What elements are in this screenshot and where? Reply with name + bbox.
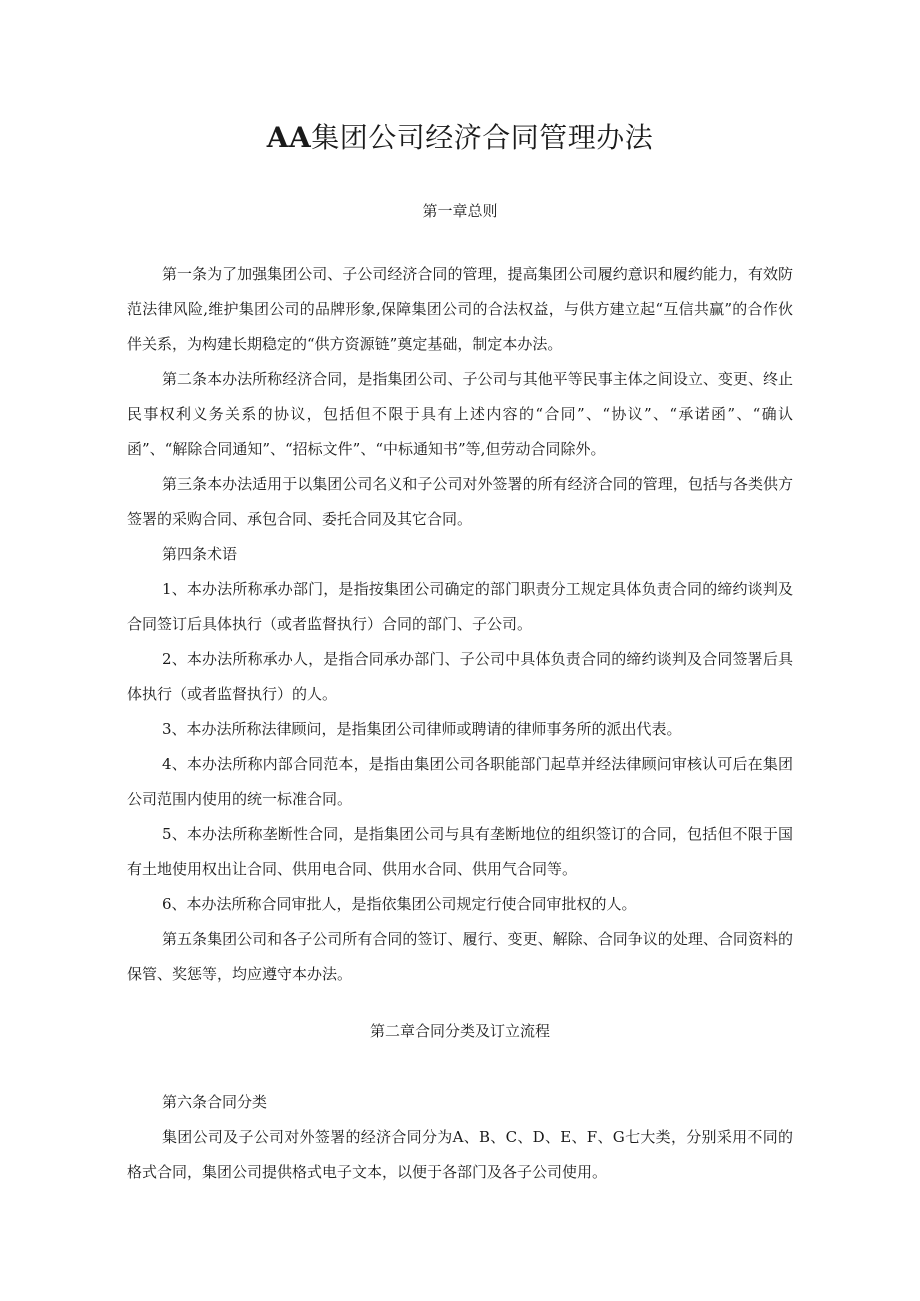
- title-prefix: AA: [266, 121, 312, 154]
- article-6-text: 集团公司及子公司对外签署的经济合同分为A、B、C、D、E、F、G七大类，分别采用不同的格式合同，集团公司提供格式电子文本，以便于各部门及各子公司使用。: [127, 1128, 793, 1181]
- term-2: 2、本办法所称承办人，是指合同承办部门、子公司中具体负责合同的缔约谈判及合同签署后具体执行（或者监督执行）的人。: [127, 650, 793, 703]
- chapter-1-body: [127, 257, 793, 992]
- chapter-2-body: [127, 1085, 793, 1190]
- article-3: 第三条本办法适用于以集团公司名义和子公司对外签署的所有经济合同的管理，包括与各类供方签署的采购合同、承包合同、委托合同及其它合同。: [127, 475, 793, 528]
- article-1: 第一条为了加强集团公司、子公司经济合同的管理，提高集团公司履约意识和履约能力，有效防范法律风险,维护集团公司的品牌形象,保障集团公司的合法权益，与供方建立起“互信共赢”的合作伙伴关系，为构建长期稳定的“供方资源链”奠定基础，制定本办法。: [127, 265, 793, 353]
- article-2: 第二条本办法所称经济合同，是指集团公司、子公司与其他平等民事主体之间设立、变更、终止民事权利义务关系的协议，包括但不限于具有上述内容的“合同”、“协议”、“承诺函”、“确认函”、“解除合同通知”、“招标文件”、“中标通知书”等,但劳动合同除外。: [127, 370, 793, 458]
- term-1: 1、本办法所称承办部门，是指按集团公司确定的部门职责分工规定具体负责合同的缔约谈判及合同签订后具体执行（或者监督执行）合同的部门、子公司。: [127, 580, 793, 633]
- term-3: 3、本办法所称法律顾问，是指集团公司律师或聘请的律师事务所的派出代表。: [162, 720, 682, 738]
- title-text: 集团公司经济合同管理办法: [311, 121, 654, 154]
- term-6: 6、本办法所称合同审批人，是指依集团公司规定行使合同审批权的人。: [162, 895, 637, 913]
- article-5: 第五条集团公司和各子公司所有合同的签订、履行、变更、解除、合同争议的处理、合同资料的保管、奖惩等，均应遵守本办法。: [127, 930, 793, 983]
- term-4: 4、本办法所称内部合同范本，是指由集团公司各职能部门起草并经法律顾问审核认可后在集团公司范围内使用的统一标准合同。: [127, 755, 793, 808]
- article-4-heading: 第四条术语: [162, 545, 238, 563]
- term-5: 5、本办法所称垄断性合同，是指集团公司与具有垄断地位的组织签订的合同，包括但不限于国有土地使用权出让合同、供用电合同、供用水合同、供用气合同等。: [127, 825, 793, 878]
- chapter-1-heading: 第一章总则: [422, 202, 498, 220]
- chapter-2-heading: 第二章合同分类及订立流程: [369, 1022, 550, 1040]
- document-title: [0, 118, 920, 158]
- article-6-heading: 第六条合同分类: [162, 1093, 268, 1111]
